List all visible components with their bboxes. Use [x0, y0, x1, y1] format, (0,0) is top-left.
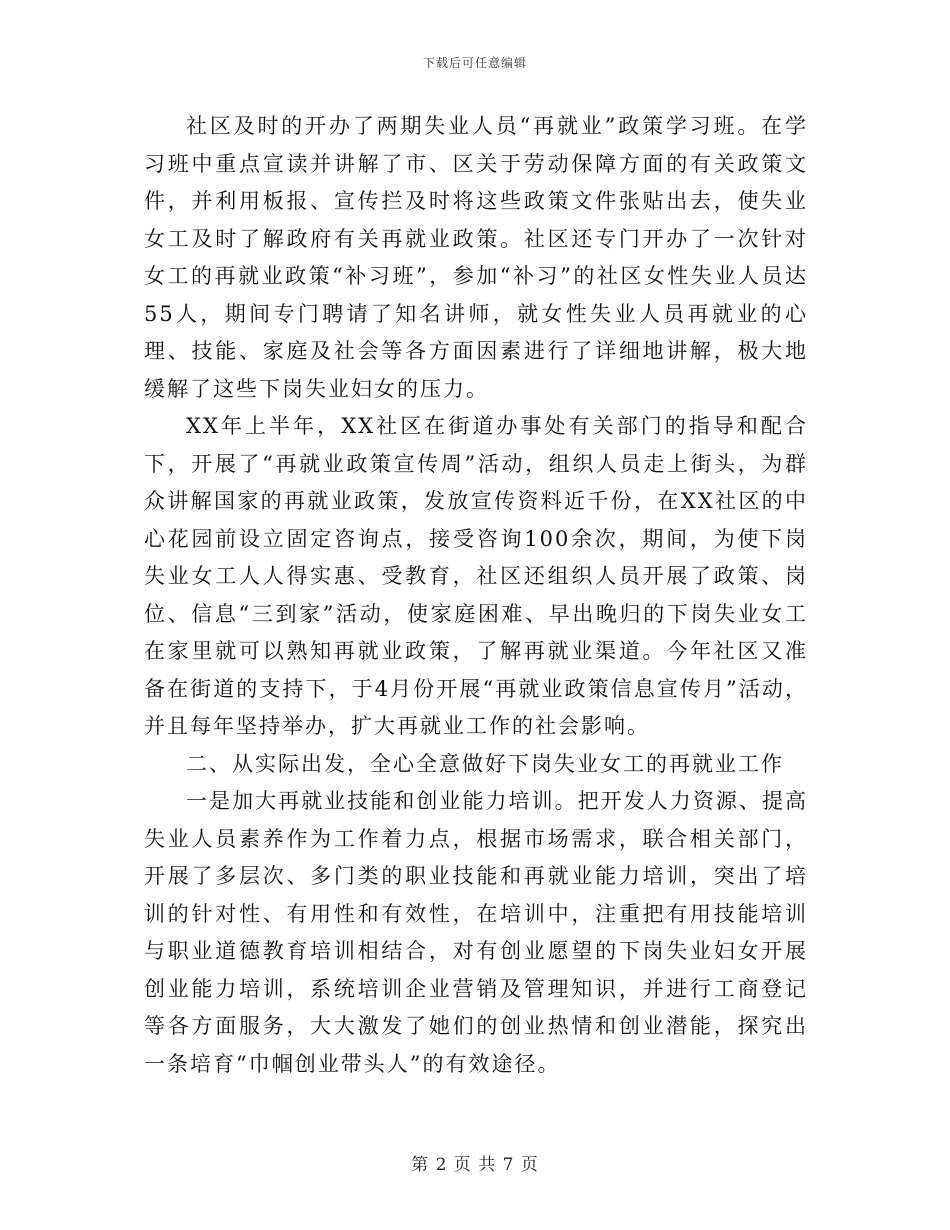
- section-heading-2: 二、从实际出发，全心全意做好下岗失业女工的再就业工作: [186, 751, 784, 776]
- document-body: [144, 108, 808, 1083]
- paragraph-skills-training: 一是加大再就业技能和创业能力培训。把开发人力资源、提高失业人员素养作为工作着力点，根据市场需求，联合相关部门，开展了多层次、多门类的职业技能和再就业能力培训，突出了培训的针对性、有用性和有效性，在培训中，注重把有用技能培训与职业道德教育培训相结合，对有创业愿望的下岗失业妇女开展创业能力培训，系统培训企业营销及管理知识，并进行工商登记等各方面服务，大大激发了她们的创业热情和创业潜能，探究出一条培育“巾帼创业带头人”的有效途径。: [144, 789, 808, 1076]
- page-header: 下载后可任意编辑: [422, 56, 527, 70]
- paragraph-policy-study-class: 社区及时的开办了两期失业人员“再就业”政策学习班。在学习班中重点宣读并讲解了市、区关于劳动保障方面的有关政策文件，并利用板报、宣传拦及时将这些政策文件张贴出去，使失业女工及时了解政府有关再就业政策。社区还专门开办了一次针对女工的再就业政策“补习班”，参加“补习”的社区女性失业人员达55人，期间专门聘请了知名讲师，就女性失业人员再就业的心理、技能、家庭及社会等各方面因素进行了详细地讲解，极大地缓解了这些下岗失业妇女的压力。: [144, 114, 808, 401]
- paragraph-publicity-week: XX年上半年，XX社区在街道办事处有关部门的指导和配合下，开展了“再就业政策宣传周”活动，组织人员走上街头，为群众讲解国家的再就业政策，发放宣传资料近千份，在XX社区的中心花园前设立固定咨询点，接受咨询100余次，期间，为使下岗失业女工人人得实惠、受教育，社区还组织人员开展了政策、岗位、信息“三到家”活动，使家庭困难、早出晚归的下岗失业女工在家里就可以熟知再就业政策，了解再就业渠道。今年社区又准备在街道的支持下，于4月份开展“再就业政策信息宣传月”活动，并且每年坚持举办，扩大再就业工作的社会影响。: [144, 414, 808, 738]
- page-number: 第 2 页 共 7 页: [411, 1155, 539, 1175]
